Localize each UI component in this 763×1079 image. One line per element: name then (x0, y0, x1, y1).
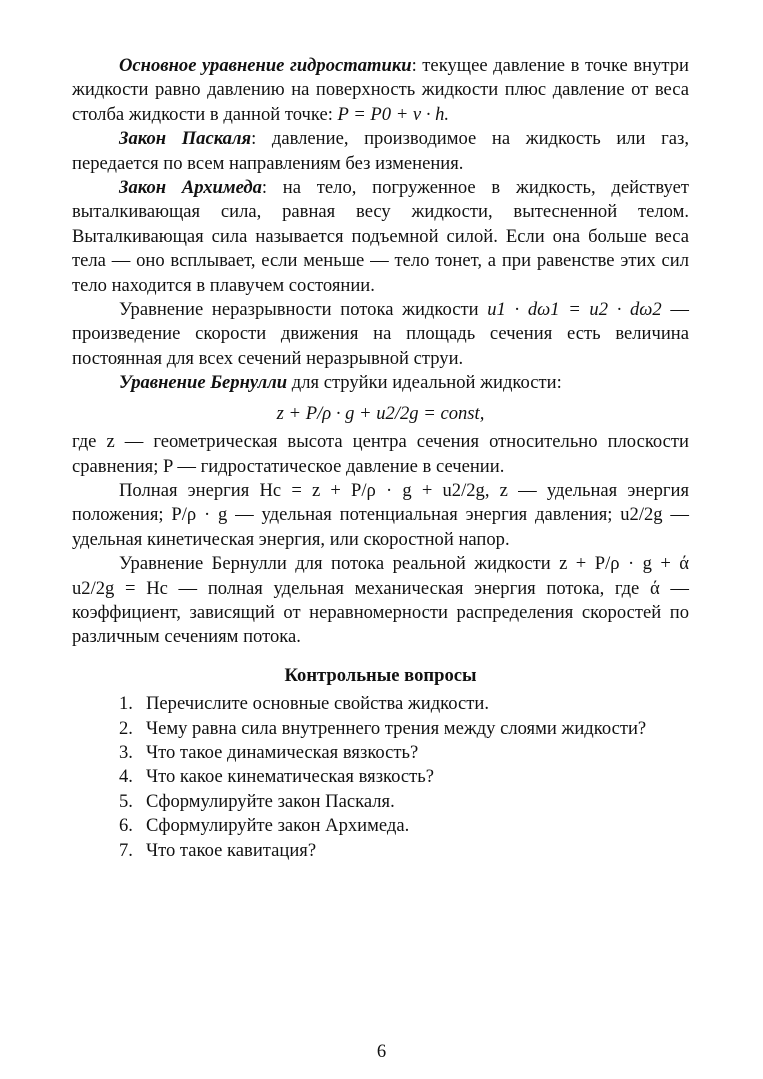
question-number: 1. (119, 693, 133, 715)
list-item (72, 814, 689, 838)
text-continuity-after: — произведение скорости движения на площадь сечения есть величина постоянная для всех сечений неразрывной струи. (72, 299, 689, 369)
paragraph-real-flow: Уравнение Бернулли для потока реальной жидкости z + P/ρ · g + ά u2/2g = Hc — полная удельная механическая энергия потока, где ά — коэффициент, зависящий от неравномерности распределения скоростей по различным сечениям потока. (72, 553, 689, 648)
text-archimedes: : на тело, погруженное в жидкость, действует выталкивающая сила, равная весу жидкости, вытесненной телом. Выталкивающая сила называется подъемной силой. Если она больше веса тела — оно всплывает, если меньше — тело тонет, а при равенстве этих сил тело находится в плавучем состоянии. (72, 177, 689, 296)
question-text: Что какое кинематическая вязкость? (146, 766, 435, 788)
text-hydrostatics: : текущее давление в точке внутри жидкости равно давлению на поверхность жидкости плюс давление от веса столба жидкости в данной точке: (72, 55, 689, 125)
text-bernoulli: для струйки идеальной жидкости: (287, 372, 562, 394)
formula-continuity: u1 · dω1 = u2 · dω2 (487, 299, 662, 321)
paragraph-continuity (72, 298, 689, 371)
term-hydrostatics: Основное уравнение гидростатики (119, 55, 412, 76)
questions-heading: Контрольные вопросы (284, 664, 477, 686)
question-text: Чему равна сила внутреннего трения между слоями жидкости? (146, 717, 647, 739)
paragraph-bernoulli-explanation: где z — геометрическая высота центра сечения относительно плоскости сравнения; P — гидростатическое давление в сечении. (72, 431, 689, 477)
paragraph-archimedes (72, 176, 689, 298)
question-number: 2. (119, 717, 133, 739)
question-text: Что такое динамическая вязкость? (146, 741, 419, 763)
paragraph-bernoulli (72, 371, 689, 395)
text-pascal: : давление, производимое на жидкость или газ, передается по всем направлениям без изменения. (72, 128, 689, 174)
term-pascal: Закон Паскаля (119, 128, 252, 150)
question-number: 6. (119, 815, 133, 837)
question-text: Что такое кавитация? (146, 839, 317, 861)
list-item (72, 717, 689, 741)
question-number: 7. (119, 839, 133, 861)
questions-list (72, 692, 689, 863)
text-continuity-before: Уравнение неразрывности потока жидкости (119, 299, 488, 321)
list-item (72, 765, 689, 789)
paragraph-pascal (72, 127, 689, 176)
term-bernoulli: Уравнение Бернулли (119, 372, 288, 394)
list-item (72, 692, 689, 716)
paragraph-energy: Полная энергия Hc = z + P/ρ · g + u2/2g, z — удельная энергия положения; P/ρ · g — удельная потенциальная энергия давления; u2/2g — удельная кинетическая энергия, или скоростной напор. (72, 479, 689, 550)
list-item (72, 741, 689, 765)
list-item (72, 790, 689, 814)
formula-bernoulli (72, 402, 689, 426)
question-text: Перечислите основные свойства жидкости. (146, 693, 490, 715)
formula-hydrostatics: P = P0 + ν · h. (337, 103, 450, 125)
question-number: 5. (119, 790, 133, 812)
page-number: 6 (376, 1041, 387, 1062)
paragraph-hydrostatics (72, 54, 689, 127)
formula-bernoulli-text: z + P/ρ · g + u2/2g = const, (276, 402, 485, 424)
term-archimedes: Закон Архимеда (119, 177, 262, 199)
list-item (72, 839, 689, 863)
question-number: 3. (119, 741, 133, 763)
page-content (72, 54, 689, 863)
question-text: Сформулируйте закон Паскаля. (146, 790, 395, 812)
question-number: 4. (119, 766, 133, 788)
question-text: Сформулируйте закон Архимеда. (146, 815, 410, 837)
